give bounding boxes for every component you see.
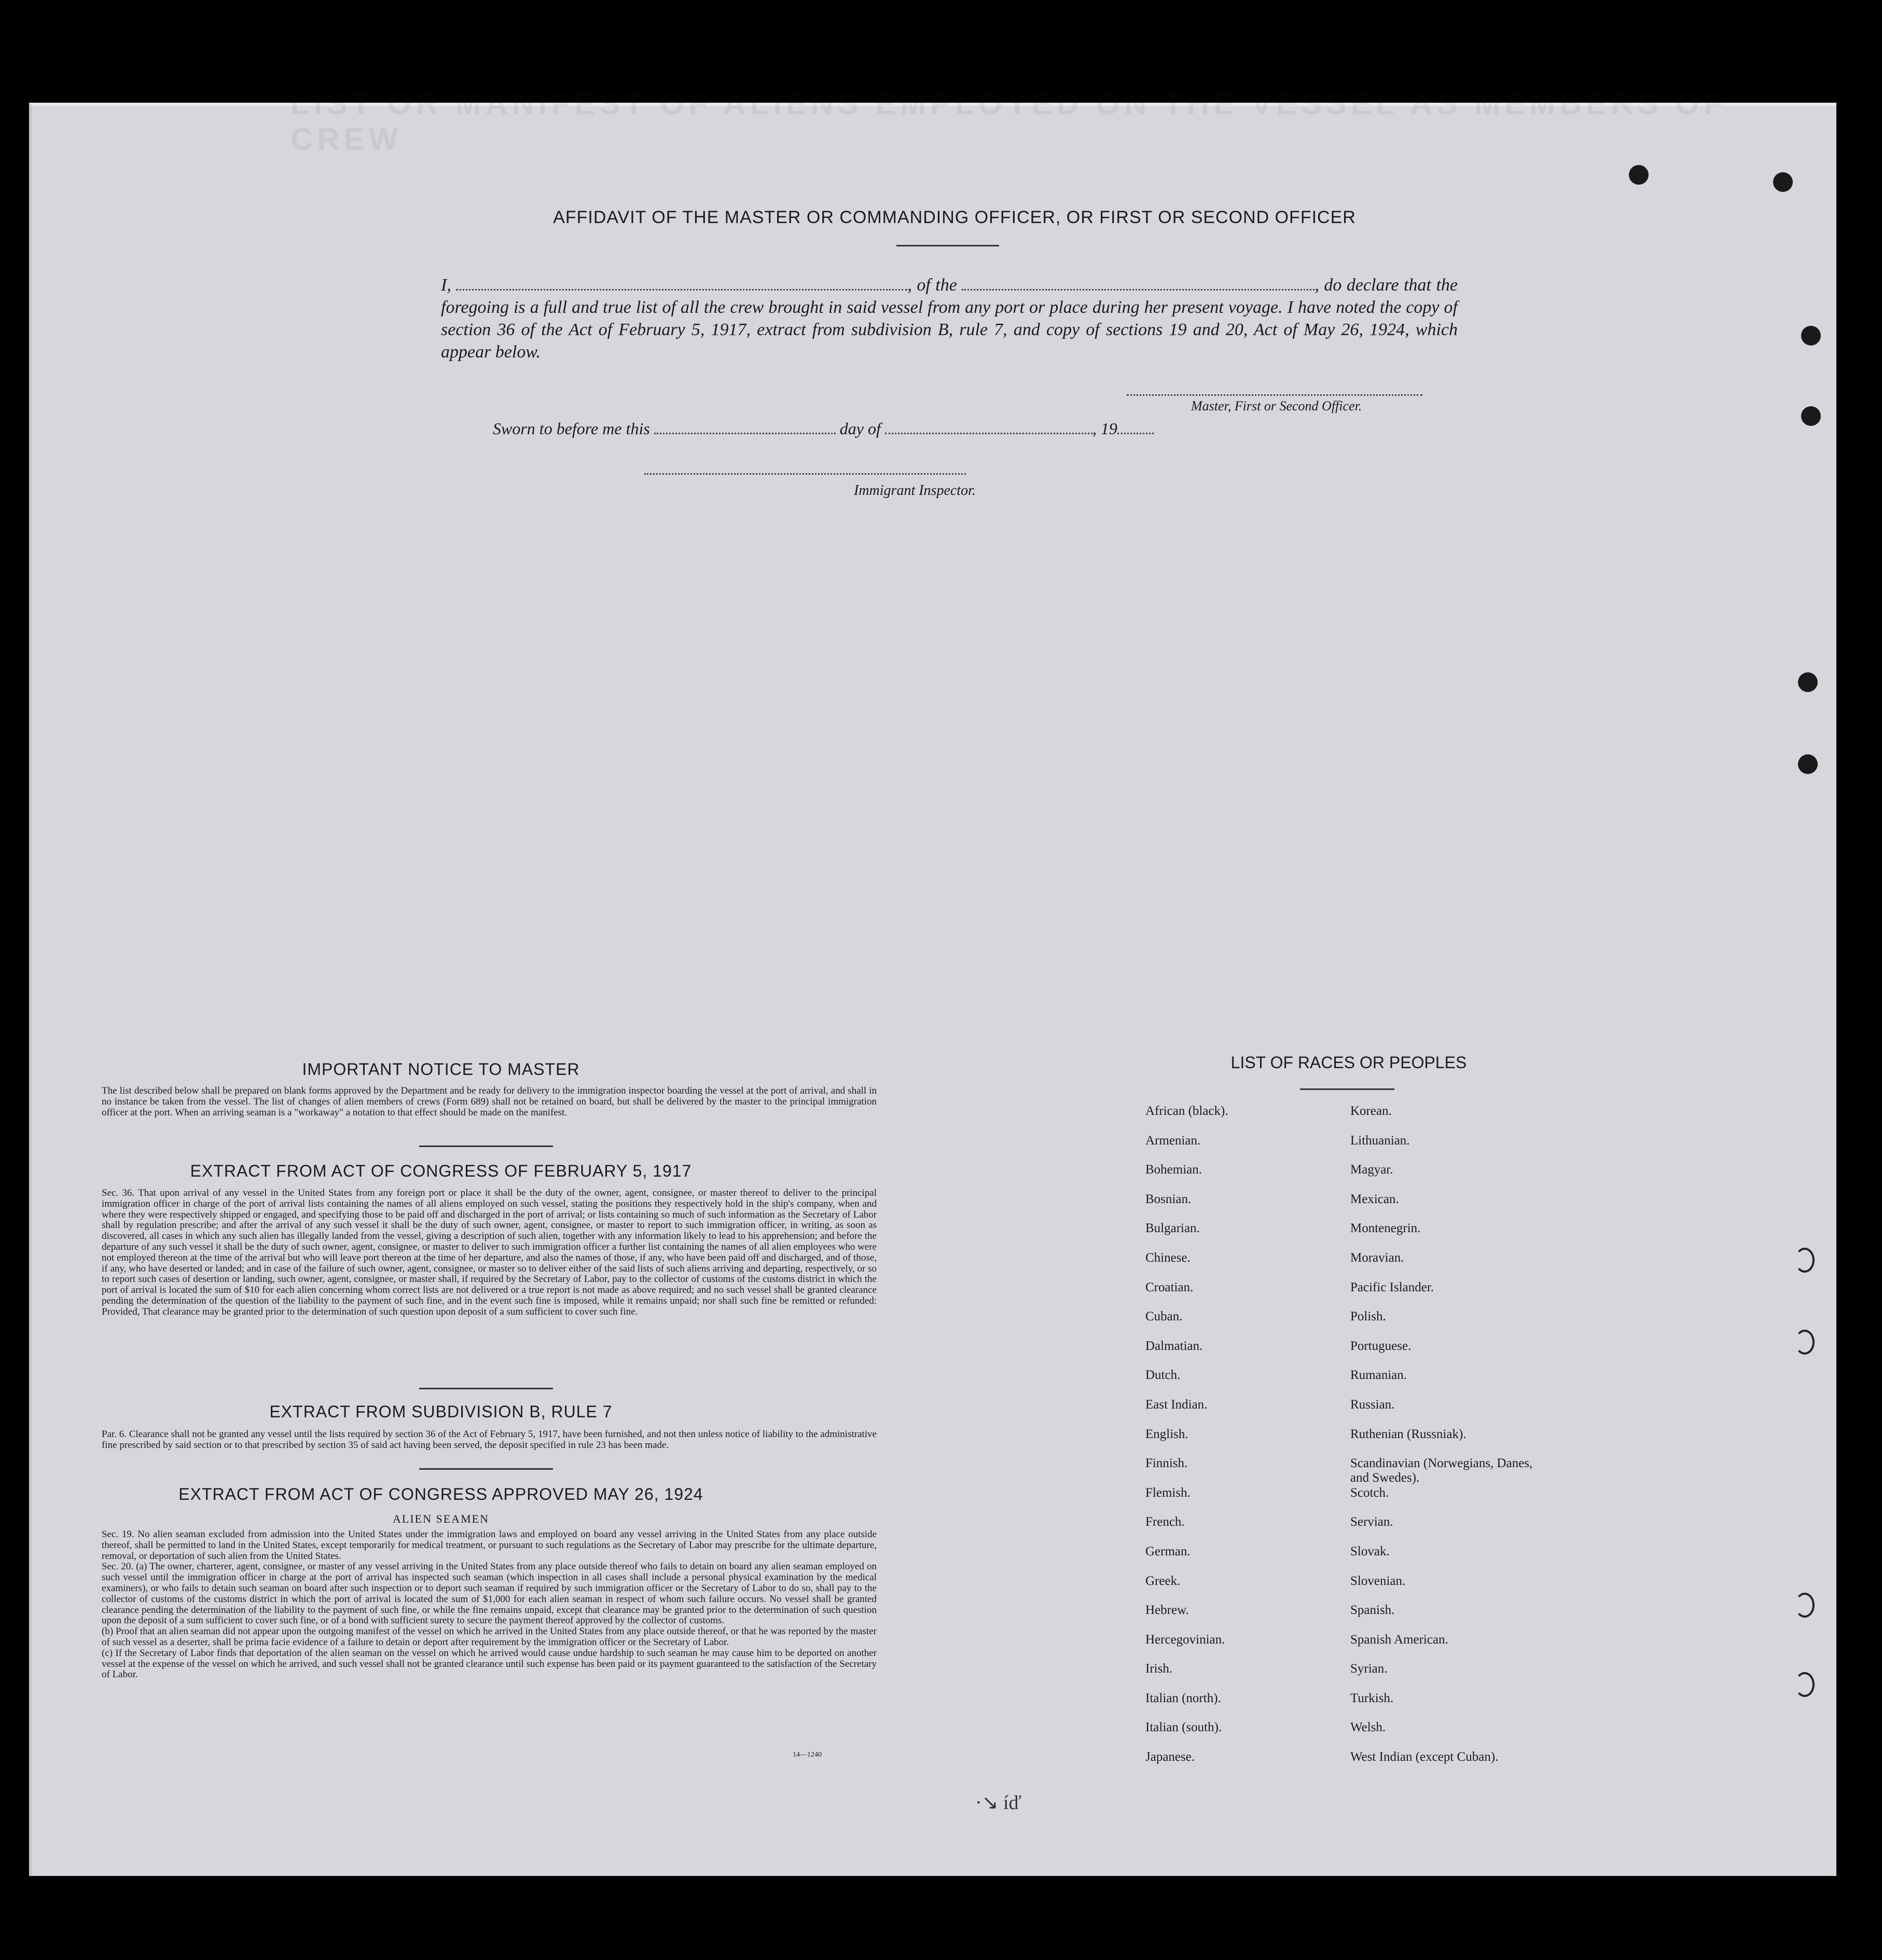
alien-seamen-subtitle: ALIEN SEAMEN	[393, 1512, 489, 1525]
binder-hole	[1795, 1672, 1815, 1697]
binder-hole	[1795, 1330, 1815, 1355]
race-item: Ruthenian (Russniak).	[1350, 1427, 1466, 1441]
extract-1917-title: EXTRACT FROM ACT OF CONGRESS OF FEBRUARY 5, 1917	[190, 1162, 692, 1180]
race-item: Bosnian.	[1145, 1192, 1192, 1206]
race-item: Bohemian.	[1145, 1163, 1202, 1177]
bleed-through-header: LIST OR MANIFEST OF ALIENS EMPLOYED ON THE VESSEL AS MEMBERS OF CREW	[290, 86, 1727, 157]
race-item: Slovak.	[1350, 1544, 1390, 1558]
extract-rule7-title: EXTRACT FROM SUBDIVISION B, RULE 7	[269, 1402, 613, 1421]
binder-hole	[1629, 165, 1649, 185]
affidavit-declare: , do declare	[1314, 275, 1399, 295]
races-divider	[1300, 1088, 1394, 1090]
sec19-text: Sec. 19. No alien seaman excluded from admission into the United States under the immigration laws and employed on board any vessel arriving in the United States from any place outside thereof, shall be permitted to land in the United States, except temporarily for medical treatment, or pursuant to such regulations as the Secretary of Labor may prescribe for the ultimate departure, removal, or deportation of such alien from the United States.	[102, 1529, 877, 1562]
race-item: Flemish.	[1145, 1485, 1191, 1500]
form-number: 14—1240	[793, 1751, 822, 1759]
race-item: Greek.	[1145, 1573, 1181, 1588]
races-title: LIST OF RACES OR PEOPLES	[1230, 1053, 1467, 1072]
race-item: Syrian.	[1350, 1662, 1388, 1676]
handwritten-mark: ·↘ íď	[975, 1792, 1022, 1814]
binder-hole	[1801, 326, 1821, 346]
sworn-month-field[interactable]	[885, 420, 1092, 434]
race-item: Lithuanian.	[1350, 1133, 1410, 1148]
vessel-name-field[interactable]	[962, 274, 1314, 291]
notice-title: IMPORTANT NOTICE TO MASTER	[302, 1060, 580, 1079]
races-column-2	[1350, 1104, 1547, 1779]
race-item: Russian.	[1350, 1397, 1395, 1412]
sworn-year-label: , 19	[1092, 419, 1117, 438]
race-item: Polish.	[1350, 1309, 1386, 1324]
title-divider	[896, 245, 999, 246]
race-item: English.	[1145, 1427, 1188, 1441]
race-item: Scotch.	[1350, 1485, 1389, 1500]
master-name-field[interactable]	[456, 274, 907, 291]
race-item: Moravian.	[1350, 1250, 1404, 1265]
race-item: Italian (south).	[1145, 1720, 1222, 1735]
sec20c-text: (c) If the Secretary of Labor finds that deportation of the alien seaman on the vessel on which he arrived would cause undue hardship to such seaman he may cause him to be deported on another vessel at the expense of the vessel on which he arrived, and such vessel shall not be granted clearance until such expense has been paid or its payment guaranteed to the satisfaction of the Secretary of Labor.	[102, 1647, 877, 1680]
race-item: Rumanian.	[1350, 1368, 1407, 1383]
race-item: Servian.	[1350, 1515, 1393, 1529]
race-item: Chinese.	[1145, 1250, 1191, 1265]
race-item: Turkish.	[1350, 1691, 1394, 1705]
race-item: Portuguese.	[1350, 1338, 1412, 1353]
signature-line[interactable]	[1127, 394, 1422, 396]
race-item: Welsh.	[1350, 1720, 1386, 1735]
sworn-year-field[interactable]	[1117, 420, 1154, 434]
race-item: French.	[1145, 1515, 1185, 1529]
sec20a-text: Sec. 20. (a) The owner, charterer, agent, consignee, or master of any vessel arriving in the United States from any place outside thereof who fails to detain on board any alien seaman employed on such vessel until the immigration officer in charge at the port of arrival has inspected such seaman (which inspection in all cases shall include a personal physical examination by the medical examiners), or who fails to detain such seaman on board after such inspection or to deport such seaman if required by such immigration officer or the Secretary of Labor to do so, shall pay to the collector of customs of the customs district in which the port of arrival is located the sum of $1,000 for each alien seaman in respect of whom such failure occurs. No vessel shall be granted clearance pending the determination of the liability to the payment of such fine, or while the fine remains unpaid, except that clearance may be granted prior to the determination of such question upon the deposit of a sum sufficient to cover such fine, or of a bond with sufficient surety to secure the payment thereof approved by the collector of customs.	[102, 1561, 877, 1626]
sec20b-text: (b) Proof that an alien seaman did not appear upon the outgoing manifest of the vessel on which he arrived in the United States from any place outside thereof, or that he was reported by the master of such vessel as a deserter, shall be prima facie evidence of a failure to detain or deport after requirement by the immigration officer or the Secretary of Labor.	[102, 1626, 877, 1648]
race-item: Korean.	[1350, 1104, 1392, 1118]
sworn-prefix: Sworn to before me this	[493, 419, 650, 438]
race-item: Montenegrin.	[1350, 1221, 1421, 1236]
affidavit-statement: that the foregoing is a full and true list of all the crew brought in said vessel from any port or place during her present voyage. I have noted the copy of section 36 of the Act of February 5, 1917, extract from subdivision B, rule 7, and copy of sections 19 and 20, Act of May 26, 1924, which appear below.	[441, 275, 1458, 362]
notice-text: The list described below shall be prepared on blank forms approved by the Department and be ready for delivery to the immigration inspector boarding the vessel at the port of arrival, and shall in no instance be taken from the vessel. The list of changes of alien members of crews (Form 689) shall not be retained on board, but shall be delivered by the master to the principal immigration officer at the port. When an arriving seaman is a "workaway" a notation to that effect should be made on the manifest.	[102, 1085, 877, 1118]
race-item: Dutch.	[1145, 1368, 1181, 1383]
affidavit-of: , of the	[907, 275, 957, 295]
binder-hole	[1798, 672, 1818, 692]
affidavit-body	[441, 274, 1458, 363]
signature-caption: Master, First or Second Officer.	[1191, 398, 1362, 413]
race-item: East Indian.	[1145, 1397, 1208, 1412]
race-item: Cuban.	[1145, 1309, 1183, 1324]
race-item: Hebrew.	[1145, 1603, 1189, 1618]
extract-1924-text	[102, 1529, 877, 1680]
race-item: Pacific Islander.	[1350, 1280, 1434, 1294]
race-item: Japanese.	[1145, 1750, 1195, 1764]
binder-hole	[1795, 1248, 1815, 1273]
binder-hole	[1795, 1593, 1815, 1618]
extract-rule7-text: Par. 6. Clearance shall not be granted any vessel until the lists required by section 36 of the Act of February 5, 1917, have been furnished, and not then unless notice of liability to the administrative fine prescribed by said section or to that prescribed by section 35 of said act having been served, the deposit specified in rule 23 has been made.	[102, 1429, 877, 1451]
race-item: Scandinavian (Norwegians, Danes, and Swedes).	[1350, 1456, 1533, 1485]
race-item: Spanish.	[1350, 1603, 1395, 1618]
race-item: African (black).	[1145, 1104, 1228, 1118]
race-item: Hercegovinian.	[1145, 1632, 1225, 1647]
sworn-line	[493, 419, 1154, 438]
inspector-signature-line[interactable]	[644, 473, 966, 475]
binder-hole	[1798, 754, 1818, 774]
inspector-caption: Immigrant Inspector.	[854, 482, 976, 499]
races-column-1	[1145, 1104, 1228, 1779]
extract-1924-title: EXTRACT FROM ACT OF CONGRESS APPROVED MAY 26, 1924	[178, 1485, 703, 1503]
sworn-date-field[interactable]	[654, 420, 836, 434]
race-item: West Indian (except Cuban).	[1350, 1750, 1499, 1764]
race-item: Mexican.	[1350, 1192, 1399, 1206]
section-divider	[419, 1388, 553, 1389]
section-divider	[419, 1468, 553, 1470]
race-item: Croatian.	[1145, 1280, 1194, 1294]
sworn-day-label: day of	[839, 419, 881, 438]
race-item: Italian (north).	[1145, 1691, 1221, 1705]
race-item: Armenian.	[1145, 1133, 1201, 1148]
race-item: Finnish.	[1145, 1456, 1188, 1471]
binder-hole	[1773, 172, 1793, 192]
extract-1917-text: Sec. 36. That upon arrival of any vessel in the United States from any foreign port or place it shall be the duty of the owner, agent, consignee, or master thereof to deliver to the principal immigration officer in charge of the port of arrival lists containing the names of all aliens employed on such vessel, stating the positions they respectively hold in the ship's company, when and where they were respectively shipped or engaged, and specifying those to be paid off and discharged in the port of arrival; or lists containing so much of such information as the Secretary of Labor shall by regulation prescribe; and after the arrival of any such vessel it shall be the duty of such owner, agent, consignee, or master to report to such immigration officer, in writing, as soon as discovered, all cases in which any such alien has illegally landed from the vessel, giving a description of such alien, together with any information likely to lead to his apprehension; and before the departure of any such vessel it shall be the duty of such owner, agent, consignee, or master to deliver to such immigration officer a further list containing the names of all alien employees who were not employed thereon at the time of the arrival but who will leave port thereon at the time of her departure, and also the names of those, if any, who have been paid off and discharged, and of those, if any, who have deserted or landed; and in case of the failure of such owner, agent, consignee, or master so to deliver either of the said lists of such aliens arriving and departing, respectively, or so to report such cases of desertion or landing, such owner, agent, consignee, or master shall, if required by the Secretary of Labor, pay to the collector of customs of the customs district in which the port of arrival is located the sum of $10 for each alien concerning whom correct lists are not delivered or a true report is not made as above required; and no such vessel shall be granted clearance pending the determination of the question of the liability to the payment of such fine, and in the event such fine is imposed, while it remains unpaid; nor shall such fine be remitted or refunded: Provided, That clearance may be granted prior to the determination of such question upon deposit of a sum sufficient to cover such fine.	[102, 1188, 877, 1317]
race-item: Spanish American.	[1350, 1632, 1448, 1647]
race-item: Dalmatian.	[1145, 1338, 1203, 1353]
affidavit-i: I,	[441, 275, 451, 295]
affidavit-title: AFFIDAVIT OF THE MASTER OR COMMANDING OFFICER, OR FIRST OR SECOND OFFICER	[553, 208, 1356, 227]
race-item: Irish.	[1145, 1662, 1173, 1676]
section-divider	[419, 1145, 553, 1147]
binder-hole	[1801, 406, 1821, 426]
race-item: Slovenian.	[1350, 1573, 1406, 1588]
race-item: German.	[1145, 1544, 1191, 1558]
race-item: Magyar.	[1350, 1163, 1393, 1177]
race-item: Bulgarian.	[1145, 1221, 1200, 1236]
